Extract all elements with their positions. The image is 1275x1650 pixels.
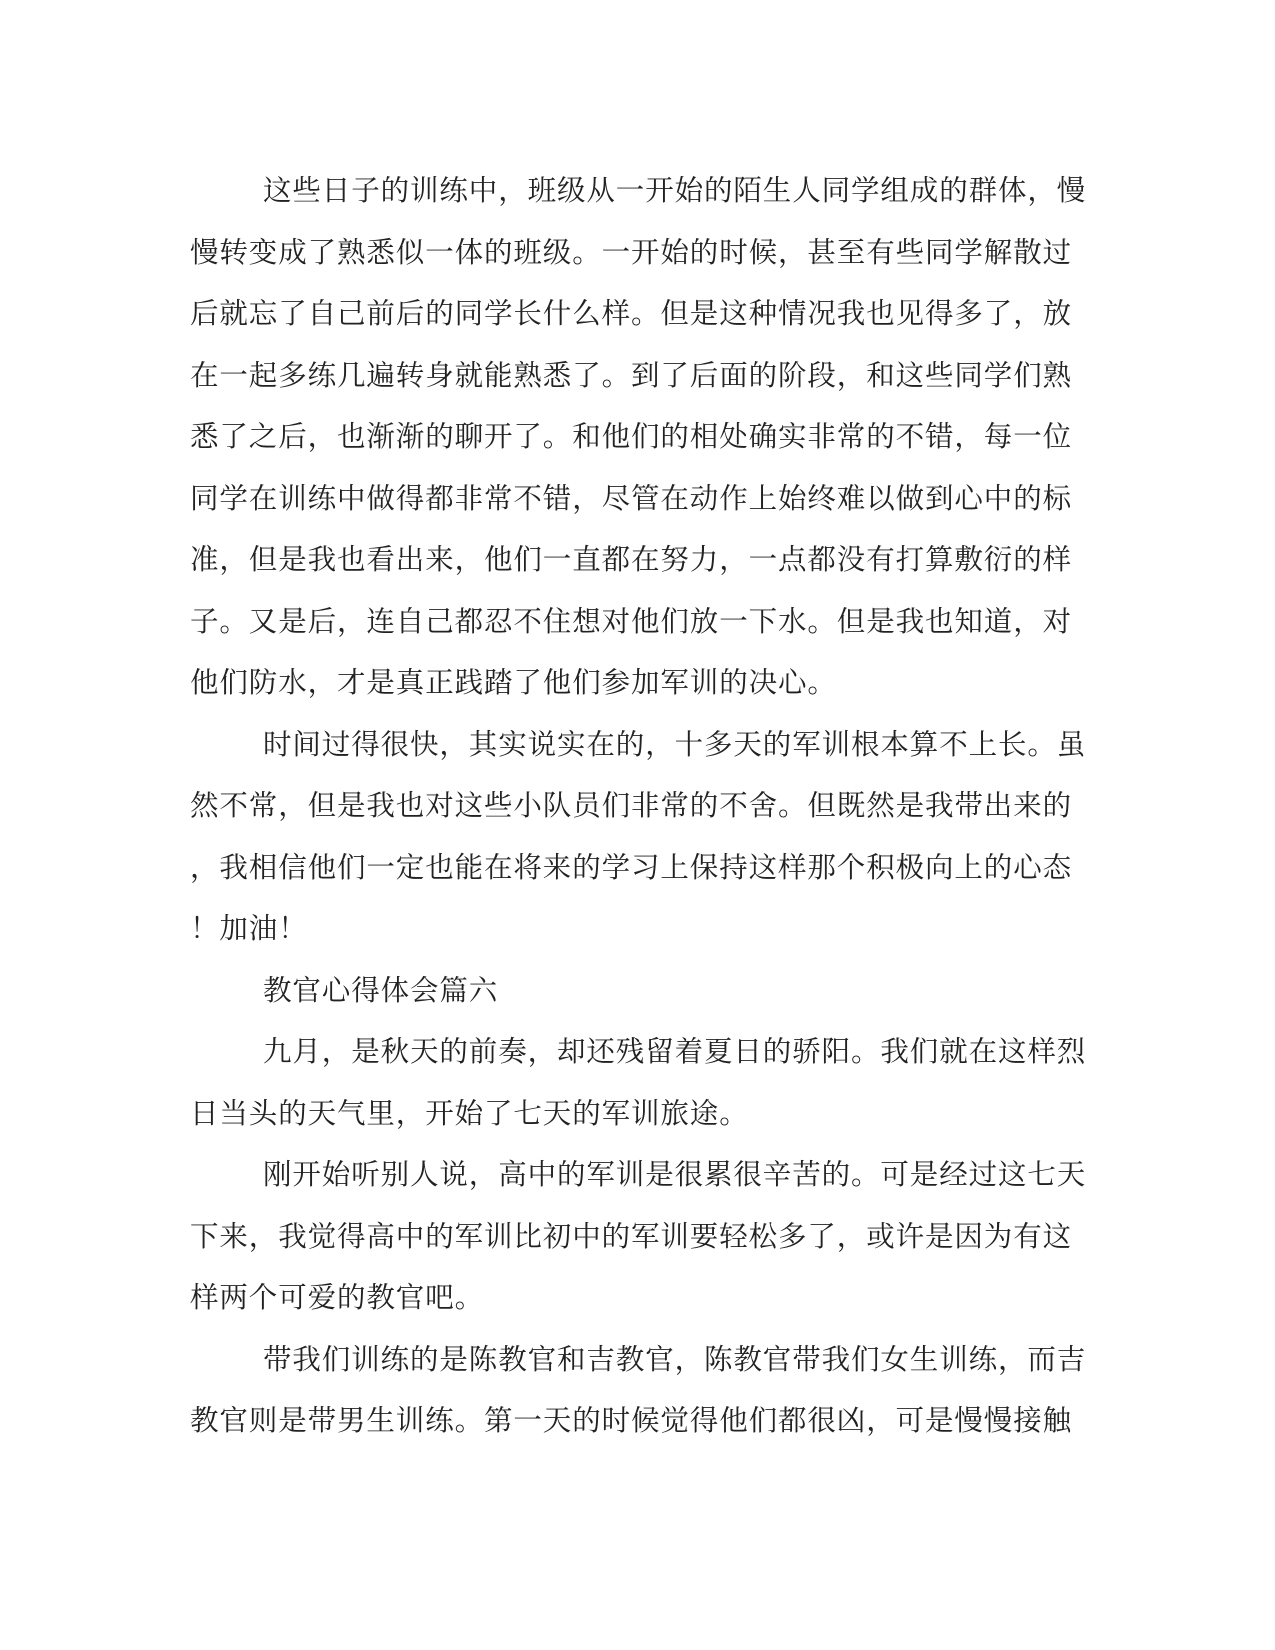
text-line: 悉了之后，也渐渐的聊开了。和他们的相处确实非常的不错，每一位 (190, 420, 1073, 453)
text-line: 准，但是我也看出来，他们一直都在努力，一点都没有打算敷衍的样 (190, 543, 1073, 576)
section-heading: 教官心得体会篇六 (263, 973, 499, 1007)
text-line: 样两个可爱的教官吧。 (190, 1281, 485, 1314)
text-line: 子。又是后，连自己都忍不住想对他们放一下水。但是我也知道，对 (190, 604, 1073, 638)
document-body (190, 160, 1087, 1452)
text-line: 日当头的天气里，开始了七天的军训旅途。 (190, 1096, 749, 1130)
text-line: 教官则是带男生训练。第一天的时候觉得他们都很凶，可是慢慢接触 (190, 1404, 1073, 1437)
text-line: 慢转变成了熟悉似一体的班级。一开始的时候，甚至有些同学解散过 (190, 235, 1073, 269)
text-line: 时间过得很快，其实说实在的，十多天的军训根本算不上长。虽 (263, 727, 1087, 761)
text-line: 然不常，但是我也对这些小队员们非常的不舍。但既然是我带出来的 (190, 789, 1073, 822)
text-line: 带我们训练的是陈教官和吉教官，陈教官带我们女生训练，而吉 (263, 1342, 1087, 1376)
text-line: 这些日子的训练中，班级从一开始的陌生人同学组成的群体，慢 (263, 174, 1087, 207)
text-line: 同学在训练中做得都非常不错，尽管在动作上始终难以做到心中的标 (190, 481, 1073, 515)
text-line: 九月，是秋天的前奏，却还残留着夏日的骄阳。我们就在这样烈 (263, 1035, 1087, 1068)
text-line: ，我相信他们一定也能在将来的学习上保持这样那个积极向上的心态 (190, 850, 1073, 884)
text-line: 刚开始听别人说，高中的军训是很累很辛苦的。可是经过这七天 (263, 1158, 1087, 1191)
text-line: 他们防水，才是真正践踏了他们参加军训的决心。 (190, 666, 837, 699)
text-line: 下来，我觉得高中的军训比初中的军训要轻松多了，或许是因为有这 (190, 1219, 1073, 1253)
text-line: ！加油！ (190, 912, 308, 945)
text-line: 在一起多练几遍转身就能熟悉了。到了后面的阶段，和这些同学们熟 (190, 358, 1073, 392)
text-line: 后就忘了自己前后的同学长什么样。但是这种情况我也见得多了，放 (190, 297, 1073, 330)
